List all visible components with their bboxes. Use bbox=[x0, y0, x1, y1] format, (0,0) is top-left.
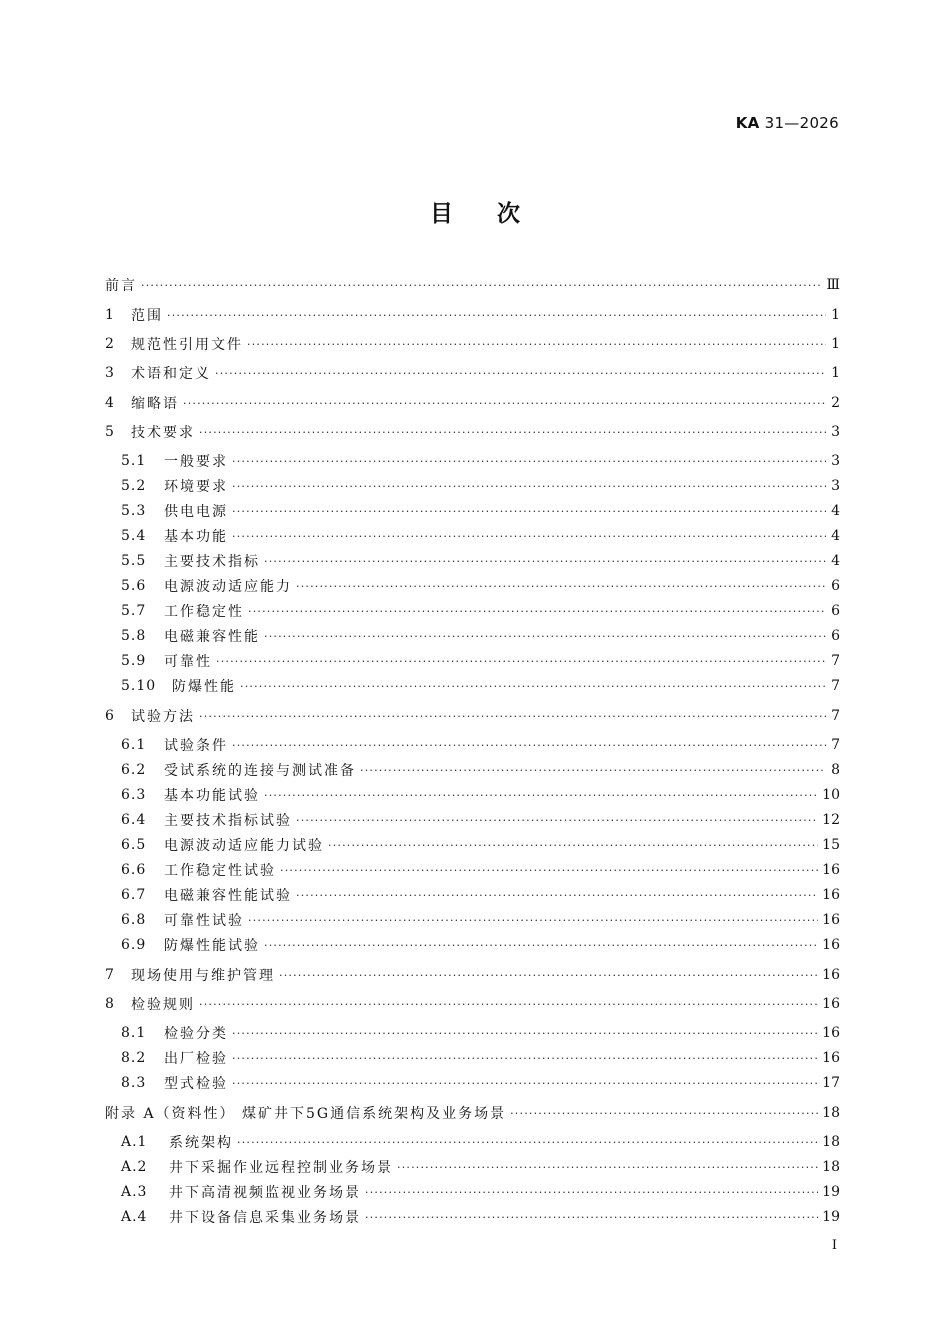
toc-entry-6-9[interactable]: 6.9 防爆性能试验 ····· 16 bbox=[121, 934, 840, 956]
toc-entry-6-7[interactable]: 6.7 电磁兼容性能试验 ····· 16 bbox=[121, 884, 840, 906]
toc-entry-6-8[interactable]: 6.8 可靠性试验 ····· 16 bbox=[121, 909, 840, 931]
toc-entry-6-3[interactable]: 6.3 基本功能试验 ····· 10 bbox=[121, 784, 840, 806]
page-number: I bbox=[831, 1238, 837, 1253]
toc-entry-a-3[interactable]: A.3 井下高清视频监视业务场景 ····· 19 bbox=[121, 1181, 840, 1203]
toc-entry-5-6[interactable]: 5.6 电源波动适应能力 ····· 6 bbox=[121, 575, 840, 597]
toc-entry-8[interactable]: 8 检验规则 ····· 16 bbox=[105, 993, 840, 1015]
toc-entry-8-2[interactable]: 8.2 出厂检验 ····· 16 bbox=[121, 1047, 840, 1069]
toc-entry-5-10[interactable]: 5.10 防爆性能 ····· 7 bbox=[121, 675, 840, 697]
toc-entry-5-3[interactable]: 5.3 供电电源 ····· 4 bbox=[121, 500, 840, 522]
toc-entry-6-2[interactable]: 6.2 受试系统的连接与测试准备 ····· 8 bbox=[121, 759, 840, 781]
toc-entry-2[interactable]: 2 规范性引用文件 ····· 1 bbox=[105, 333, 840, 355]
toc-entry-5-9[interactable]: 5.9 可靠性 ····· 7 bbox=[121, 650, 840, 672]
standard-number: 31—2026 bbox=[764, 114, 839, 132]
toc-entry-5-1[interactable]: 5.1 一般要求 ····· 3 bbox=[121, 450, 840, 472]
toc-entry-a-4[interactable]: A.4 井下设备信息采集业务场景 ····· 19 bbox=[121, 1206, 840, 1228]
toc-entry-a-1[interactable]: A.1 系统架构 ····· 18 bbox=[121, 1131, 840, 1153]
standard-prefix: KA bbox=[735, 114, 760, 132]
toc-entry-6[interactable]: 6 试验方法 ····· 7 bbox=[105, 705, 840, 727]
toc-entry-6-6[interactable]: 6.6 工作稳定性试验 ····· 16 bbox=[121, 859, 840, 881]
toc-entry-foreword[interactable]: 前言 ····· Ⅲ bbox=[105, 274, 840, 296]
toc-entry-5-2[interactable]: 5.2 环境要求 ····· 3 bbox=[121, 475, 840, 497]
toc-entry-1[interactable]: 1 范围 ····· 1 bbox=[105, 304, 840, 326]
toc-entry-8-3[interactable]: 8.3 型式检验 ····· 17 bbox=[121, 1072, 840, 1094]
toc-entry-6-1[interactable]: 6.1 试验条件 ····· 7 bbox=[121, 734, 840, 756]
toc-entry-5[interactable]: 5 技术要求 ····· 3 bbox=[105, 421, 840, 443]
toc-entry-7[interactable]: 7 现场使用与维护管理 ····· 16 bbox=[105, 964, 840, 986]
toc-entry-6-4[interactable]: 6.4 主要技术指标试验 ····· 12 bbox=[121, 809, 840, 831]
toc-entry-5-5[interactable]: 5.5 主要技术指标 ····· 4 bbox=[121, 550, 840, 572]
page-title: 目次 bbox=[430, 201, 564, 227]
toc-entry-3[interactable]: 3 术语和定义 ····· 1 bbox=[105, 362, 840, 384]
toc-entry-5-8[interactable]: 5.8 电磁兼容性能 ····· 6 bbox=[121, 625, 840, 647]
toc-entry-4[interactable]: 4 缩略语 ····· 2 bbox=[105, 392, 840, 414]
toc-entry-5-4[interactable]: 5.4 基本功能 ····· 4 bbox=[121, 525, 840, 547]
standard-code bbox=[736, 114, 839, 132]
toc-entry-a-2[interactable]: A.2 井下采掘作业远程控制业务场景 ····· 18 bbox=[121, 1156, 840, 1178]
toc-entry-8-1[interactable]: 8.1 检验分类 ····· 16 bbox=[121, 1022, 840, 1044]
toc-entry-6-5[interactable]: 6.5 电源波动适应能力试验 ····· 15 bbox=[121, 834, 840, 856]
toc-entry-5-7[interactable]: 5.7 工作稳定性 ····· 6 bbox=[121, 600, 840, 622]
toc-entry-appendix-a[interactable]: 附录 A（资料性） 煤矿井下5G通信系统架构及业务场景 ····· 18 bbox=[105, 1102, 840, 1124]
